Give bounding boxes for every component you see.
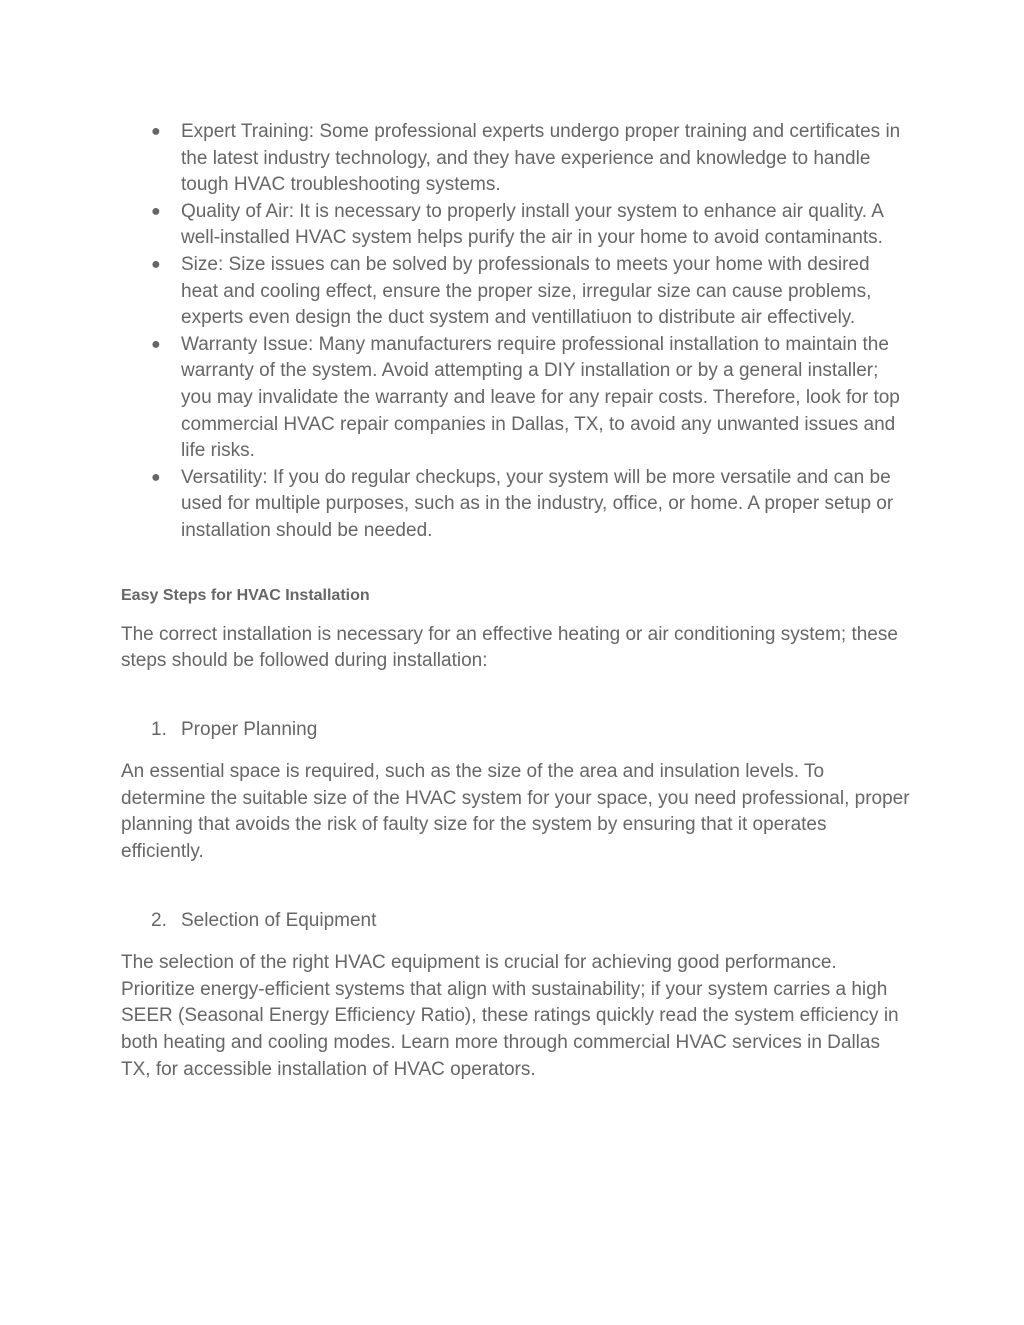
bullet-text: Versatility: If you do regular checkups, your system will be more versatile and can be used for multiple purposes, such as in the industry, office, or home. A proper setup or installation should be needed. [181,466,894,541]
bullet-item-size [121,252,911,332]
intro-paragraph: The correct installation is necessary for an effective heating or air conditioning system; these steps should be followed during installation: [121,623,898,672]
bullet-icon: ● [151,255,161,273]
bullet-item-warranty-issue [121,332,911,465]
bullet-text: Quality of Air: It is necessary to properly install your system to enhance air quality. A well-installed HVAC system helps purify the air in your home to avoid contaminants. [181,200,883,249]
bullet-item-versatility [121,465,911,545]
bullet-icon: ● [151,335,161,353]
step-2-heading [121,908,911,935]
step-2-body: The selection of the right HVAC equipment is crucial for achieving good performance. Prioritize energy-efficient systems that align with sustainability; if your system carries a high SEER (Seasonal Energy Efficiency Ratio), these ratings quickly read the system efficiency in both heating and cooling modes. Learn more through commercial HVAC services in Dallas TX, for accessible installation of HVAC operators. [121,952,899,1080]
step-title: Selection of Equipment [181,909,377,931]
step-number: 1. [151,718,167,740]
document-page [121,119,911,1083]
bullet-icon: ● [151,468,161,486]
benefits-bullet-list [121,119,911,545]
bullet-icon: ● [151,202,161,220]
step-number: 2. [151,909,167,931]
section-heading: Easy Steps for HVAC Installation [121,586,370,604]
bullet-icon: ● [151,123,161,140]
step-1-heading [121,717,911,744]
bullet-item-expert-training [121,119,911,199]
bullet-text: Warranty Issue: Many manufacturers require professional installation to maintain the warranty of the system. Avoid attempting a DIY installation or by a general installer; you may invalidate the warranty and leave for any repair costs. Therefore, look for top commercial HVAC repair companies in Dallas, TX, to avoid any unwanted issues and life risks. [181,333,900,462]
bullet-text: Size: Size issues can be solved by professionals to meets your home with desired heat and cooling effect, ensure the proper size, irregular size can cause problems, experts even design the duct system and ventillatiuon to distribute air effectively. [181,253,872,329]
step-1-body: An essential space is required, such as the size of the area and insulation levels. To determine the suitable size of the HVAC system for your space, you need professional, proper planning that avoids the risk of faulty size for the system by ensuring that it operates efficiently. [121,761,910,863]
step-title: Proper Planning [181,718,318,740]
bullet-item-quality-of-air [121,199,911,252]
bullet-text: Expert Training: Some professional experts undergo proper training and certificates in the latest industry technology, and they have experience and knowledge to handle tough HVAC troubleshooting systems. [181,121,901,196]
